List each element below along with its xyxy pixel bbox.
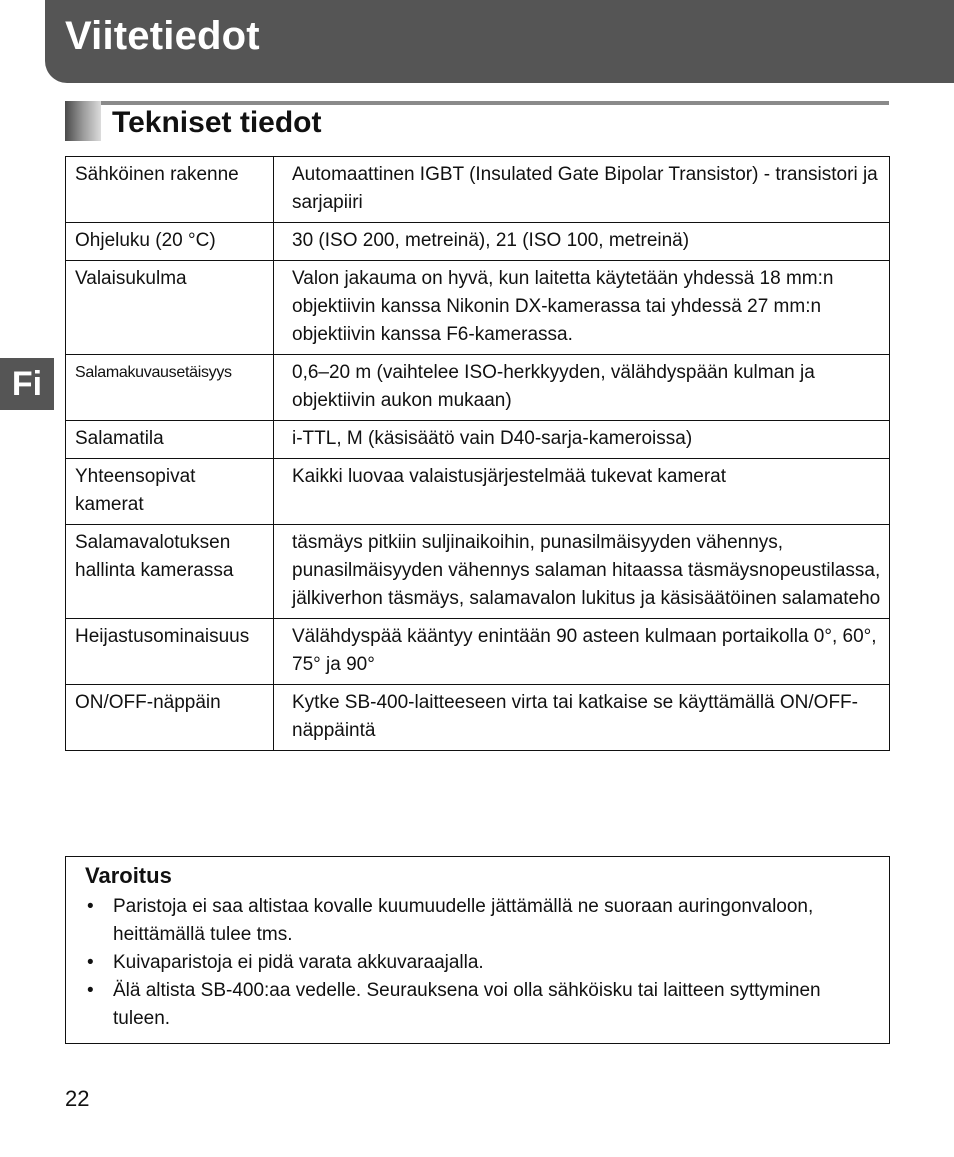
page-number: 22 <box>65 1086 90 1111</box>
spec-row <box>66 157 890 223</box>
spec-value: 0,6–20 m (vaihtelee ISO-herkkyyden, välähdyspään kulman ja objektiivin aukon mukaan) <box>274 355 890 421</box>
spec-value: Automaattinen IGBT (Insulated Gate Bipolar Transistor) - transistori ja sarjapiiri <box>274 157 890 223</box>
spec-label: ON/OFF-näppäin <box>66 685 274 751</box>
spec-label: Ohjeluku (20 °C) <box>66 223 274 261</box>
spec-label: Salamatila <box>66 421 274 459</box>
warning-title: Varoitus <box>85 863 172 888</box>
spec-value: täsmäys pitkiin suljinaikoihin, punasilmäisyyden vähennys, punasilmäisyyden vähennys salaman hitaassa täsmäysnopeustilassa, jälkiverhon täsmäys, salamavalon lukitus ja käsisäätöinen salamateho <box>274 525 890 619</box>
warning-list <box>85 893 875 1033</box>
spec-value: 30 (ISO 200, metreinä), 21 (ISO 100, metreinä) <box>274 223 890 261</box>
spec-row <box>66 223 890 261</box>
spec-row <box>66 619 890 685</box>
spec-value: i-TTL, M (käsisäätö vain D40-sarja-kameroissa) <box>274 421 890 459</box>
warning-text: Kuivaparistoja ei pidä varata akkuvaraajalla. <box>113 952 484 973</box>
list-item <box>85 949 875 977</box>
spec-value: Valon jakauma on hyvä, kun laitetta käytetään yhdessä 18 mm:n objektiivin kanssa Nikonin DX-kamerassa tai yhdessä 27 mm:n objektiivin kanssa F6-kamerassa. <box>274 261 890 355</box>
section-title: Tekniset tiedot <box>112 106 322 139</box>
header-band <box>45 0 954 83</box>
spec-label: Yhteensopivat kamerat <box>66 459 274 525</box>
section-divider <box>65 101 889 105</box>
spec-value: Kytke SB-400-laitteeseen virta tai katkaise se käyttämällä ON/OFF-näppäintä <box>274 685 890 751</box>
spec-row <box>66 525 890 619</box>
list-item <box>85 893 875 949</box>
bullet-icon: • <box>87 896 94 917</box>
bullet-icon: • <box>87 952 94 973</box>
warning-text: Paristoja ei saa altistaa kovalle kuumuudelle jättämällä ne suoraan auringonvaloon, heittämällä tulee tms. <box>113 896 814 945</box>
language-tab: Fi <box>0 358 54 410</box>
spec-row <box>66 459 890 525</box>
bullet-icon: • <box>87 980 94 1001</box>
spec-label: Heijastusominaisuus <box>66 619 274 685</box>
spec-row <box>66 261 890 355</box>
spec-label: Salamavalotuksen hallinta kamerassa <box>66 525 274 619</box>
spec-label: Valaisukulma <box>66 261 274 355</box>
spec-table <box>65 156 890 751</box>
spec-row <box>66 685 890 751</box>
spec-value: Välähdyspää kääntyy enintään 90 asteen kulmaan portaikolla 0°, 60°, 75° ja 90° <box>274 619 890 685</box>
spec-label: Salamakuvausetäisyys <box>66 355 274 421</box>
warning-box <box>65 856 890 1044</box>
page-title: Viitetiedot <box>65 14 260 58</box>
list-item <box>85 977 875 1033</box>
spec-row <box>66 355 890 421</box>
spec-row <box>66 421 890 459</box>
warning-text: Älä altista SB-400:aa vedelle. Seurauksena voi olla sähköisku tai laitteen syttyminen tuleen. <box>113 980 821 1029</box>
section-marker <box>65 101 101 141</box>
spec-label: Sähköinen rakenne <box>66 157 274 223</box>
spec-value: Kaikki luovaa valaistusjärjestelmää tukevat kamerat <box>274 459 890 525</box>
